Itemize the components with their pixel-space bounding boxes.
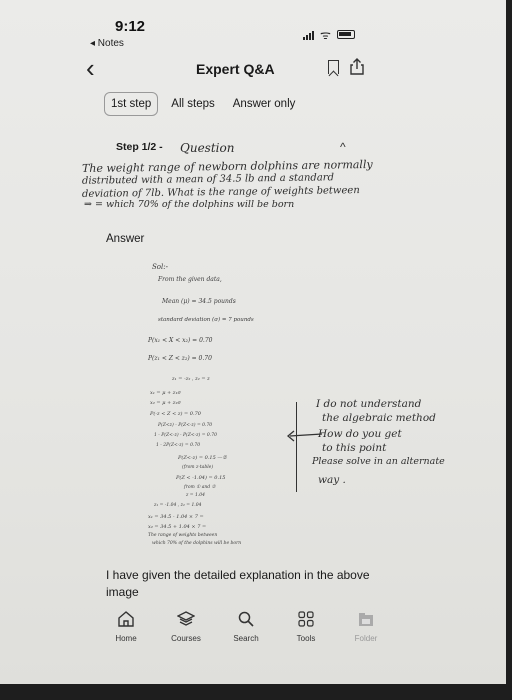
- note-line: to this point: [322, 442, 387, 454]
- solution-line: Mean (μ) = 34.5 pounds: [162, 298, 236, 305]
- nav-label: Courses: [171, 634, 201, 643]
- solution-line: x₁ = 34.5 - 1.04 × 7 =: [148, 514, 204, 520]
- answer-label: Answer: [106, 233, 145, 245]
- back-to-notes-link[interactable]: ◂ Notes: [90, 38, 124, 49]
- status-time: 9:12: [115, 18, 146, 35]
- bookmark-icon[interactable]: [328, 60, 339, 74]
- solution-line: P(Z < -1.04) = 0.15: [176, 475, 226, 481]
- solution-line: standard deviation (σ) = 7 pounds: [158, 317, 254, 323]
- step-title: Step 1/2 -: [116, 141, 163, 153]
- nav-label: Folder: [354, 634, 378, 643]
- solution-line: P(Z<-z) = 0.15 —①: [178, 455, 227, 461]
- tab-answer-only[interactable]: Answer only: [232, 98, 296, 110]
- signal-icon: [303, 30, 314, 40]
- solution-line: x₂ = μ + z₂σ: [150, 400, 181, 406]
- home-icon: [117, 610, 135, 628]
- explanation-text: I have given the detailed explanation in the above image: [106, 568, 370, 600]
- note-line: the algebraic method: [322, 412, 436, 424]
- tab-all-steps[interactable]: All steps: [171, 98, 215, 110]
- nav-tools[interactable]: [276, 610, 336, 643]
- note-line: I do not understand: [316, 398, 422, 410]
- solution-line: x₁ = μ + z₁σ: [150, 390, 181, 396]
- note-line: How do you get: [318, 428, 402, 440]
- folder-icon: [357, 610, 375, 628]
- question-heading: Question: [180, 141, 235, 155]
- solution-line: (from z-table): [182, 465, 214, 470]
- solution-image: [148, 263, 308, 553]
- solution-line: z = 1.04: [186, 493, 206, 498]
- solution-line: Sol:-: [152, 263, 168, 271]
- tools-icon: [297, 610, 315, 628]
- note-line: way .: [318, 474, 346, 486]
- courses-icon: [177, 610, 195, 628]
- solution-line: P(Z<z) - P(Z<-z) = 0.70: [158, 423, 213, 428]
- solution-line: z₁ = -1.04 , z₂ = 1.04: [154, 503, 202, 508]
- nav-courses[interactable]: [156, 610, 216, 643]
- solution-line: 1 - P(Z<-z) - P(Z<-z) = 0.70: [154, 433, 217, 438]
- nav-label: Home: [115, 634, 137, 643]
- nav-folder[interactable]: [336, 610, 396, 643]
- solution-line: The range of weights between: [148, 533, 218, 538]
- solution-line: which 70% of the dolphins will be born: [152, 541, 242, 546]
- nav-search[interactable]: [216, 610, 276, 643]
- solution-line: P(-z < Z < z) = 0.70: [150, 411, 201, 417]
- bottom-nav: [96, 610, 396, 643]
- solution-line: from ① and ②: [184, 485, 216, 490]
- question-line: deviation of 7lb. What is the range of weights between: [81, 185, 360, 200]
- nav-label: Search: [233, 634, 259, 643]
- question-line: distributed with a mean of 34.5 lb and a standard: [81, 172, 335, 187]
- solution-line: P(x₁ < X < x₂) = 0.70: [148, 337, 213, 344]
- step-tabs: [104, 92, 300, 116]
- search-icon: [237, 610, 255, 628]
- nav-home[interactable]: [96, 610, 156, 643]
- back-button[interactable]: ‹: [86, 53, 95, 83]
- battery-icon: [337, 30, 355, 39]
- question-line: ⇒ = which 70% of the dolphins will be born: [84, 199, 295, 210]
- status-icons: [303, 26, 355, 43]
- page-title: Expert Q&A: [196, 61, 275, 77]
- solution-line: P(z₁ < Z < z₂) = 0.70: [148, 355, 212, 362]
- collapse-caret-icon[interactable]: ^: [340, 140, 346, 154]
- solution-line: z₁ = -z₂ , z₂ = z: [172, 376, 210, 382]
- note-bracket: [287, 402, 297, 492]
- solution-line: From the given data,: [158, 276, 222, 283]
- solution-line: x₂ = 34.5 + 1.04 × 7 =: [148, 524, 207, 530]
- note-line: Please solve in an alternate: [312, 456, 445, 467]
- wifi-icon: ᯤ: [320, 28, 331, 42]
- solution-line: 1 - 2P(Z<-z) = 0.70: [156, 443, 201, 448]
- question-line: The weight range of newborn dolphins are normally: [81, 157, 373, 176]
- nav-label: Tools: [296, 634, 316, 643]
- share-icon[interactable]: [349, 58, 365, 75]
- tab-1st-step[interactable]: 1st step: [104, 92, 158, 116]
